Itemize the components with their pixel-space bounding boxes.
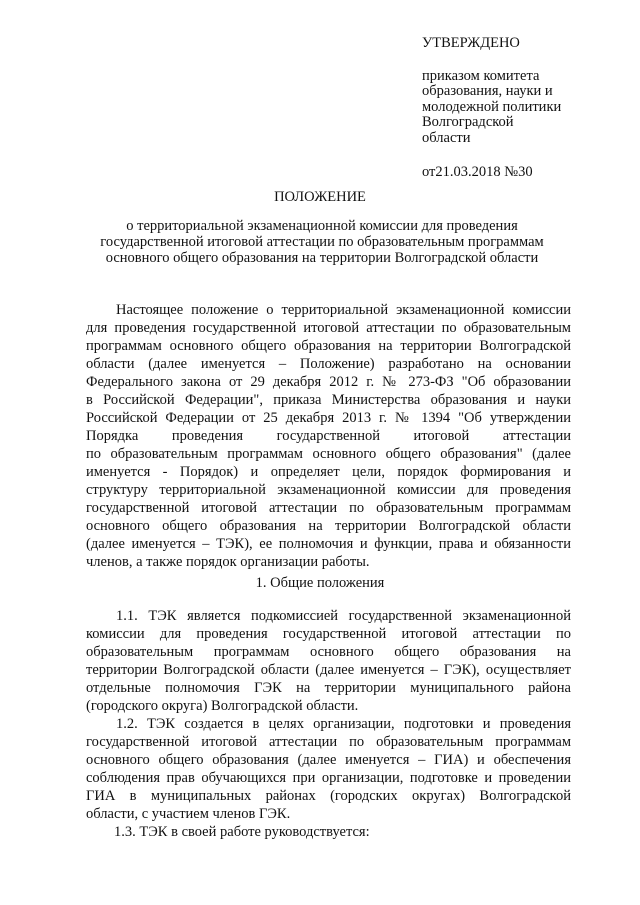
clause-1-2-line: области, с участием членов ГЭК.	[86, 806, 291, 822]
section-heading: 1. Общие положения	[255, 575, 385, 591]
clause-1-2-line: государственной итоговой аттестации по образовательным программам	[86, 734, 571, 750]
approval-line: молодежной политики	[422, 98, 562, 115]
intro-line: членов, а также порядок организации работы.	[86, 554, 370, 570]
document-subtitle	[72, 218, 572, 267]
intro-line: государственной итоговой аттестации по образовательным программам	[86, 500, 571, 516]
subtitle-line: основного общего образования на территории Волгоградской области	[105, 250, 539, 267]
intro-line: программам основного общего образования на территории Волгоградской	[86, 338, 571, 354]
clause-1-1-line: образовательным программам основного общего образования на	[86, 644, 571, 660]
clause-1-1-line: территории Волгоградской области (далее именуется – ГЭК), осуществляет	[86, 662, 571, 678]
clause-1-1-line: 1.1. ТЭК является подкомиссией государственной экзаменационной	[116, 608, 571, 624]
approval-date: от21.03.2018 №30	[422, 164, 533, 180]
intro-line: именуется - Порядок) и определяет цели, порядок формирования и	[86, 464, 571, 480]
intro-line: Российской Федерации от 25 декабря 2013 г. № 1394 "Об утверждении	[86, 410, 571, 426]
clause-1-2-line: соблюдения прав обучающихся при организации, подготовке и проведении	[86, 770, 571, 786]
subtitle-line: о территориальной экзаменационной комиссии для проведения	[126, 218, 518, 234]
intro-line: Порядка проведения государственной итоговой аттестации	[86, 428, 571, 444]
approval-heading: УТВЕРЖДЕНО	[422, 35, 520, 51]
intro-line: Федерального закона от 29 декабря 2012 г. № 273-ФЗ "Об образовании	[86, 374, 571, 390]
intro-line: области (далее именуется – Положение) разработано на основании	[86, 356, 571, 372]
intro-line: основного общего образования на территории Волгоградской области	[86, 518, 571, 534]
approval-line: приказом комитета	[422, 67, 540, 84]
approval-block	[422, 36, 622, 181]
document-title: ПОЛОЖЕНИЕ	[274, 189, 366, 205]
intro-line: в Российской Федерации", приказа Министерства образования и науки	[86, 392, 571, 408]
intro-line: Настоящее положение о территориальной экзаменационной комиссии	[116, 302, 571, 318]
approval-line: области	[422, 129, 471, 146]
approval-line: Волгоградской	[422, 114, 514, 130]
intro-line: по образовательным программам основного общего образования" (далее	[86, 446, 571, 462]
intro-line: (далее именуется – ТЭК), ее полномочия и функции, права и обязанности	[86, 536, 571, 552]
subtitle-line: государственной итоговой аттестации по образовательным программам	[100, 234, 544, 251]
approval-line: образования, науки и	[422, 83, 553, 99]
clause-1-2-line: основного общего образования (далее именуется – ГИА) и обеспечения	[86, 752, 571, 768]
intro-line: для проведения государственной итоговой аттестации по образовательным	[86, 320, 571, 336]
clause-1-2-line: ГИА в муниципальных районах (городских округах) Волгоградской	[86, 788, 571, 804]
clause-1-2-line: 1.2. ТЭК создается в целях организации, подготовки и проведения	[116, 716, 571, 732]
clause-1-3-line: 1.3. ТЭК в своей работе руководствуется:	[114, 824, 370, 840]
intro-line: структуру территориальной экзаменационной комиссии для проведения	[86, 482, 571, 498]
clause-1-1-line: отдельные полномочия ГЭК на территории муниципального района	[86, 680, 571, 696]
clause-1-1-line: (городского округа) Волгоградской области.	[86, 698, 359, 714]
clause-1-1-line: комиссии для проведения государственной итоговой аттестации по	[86, 626, 571, 642]
